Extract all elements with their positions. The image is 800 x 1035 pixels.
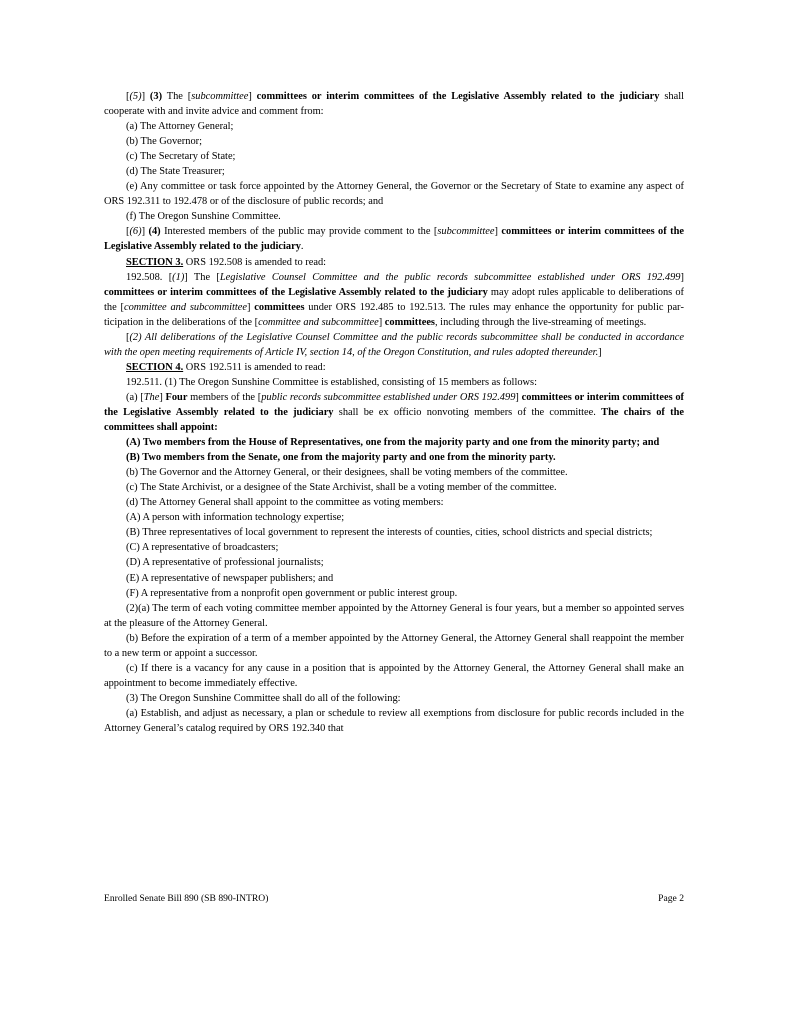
text-run: The [143,391,160,403]
paragraph [104,480,684,495]
text-run: [ [126,226,130,238]
text-run: committees [254,301,305,313]
text-run: Interested members of the public may provide comment to the [ [160,226,438,238]
text-run: ] [141,226,149,238]
text-run: (b) The Governor and the Attorney General, or their designees, shall be voting members of the committee. [126,467,568,479]
text-run: committees or interim committees of the Legislative Assembly related to the judiciary [104,226,684,253]
text-run: 192.511. (1) The Oregon Sunshine Committee is established, consisting of 15 members as follows: [126,376,537,388]
paragraph [104,631,684,661]
text-run: committee and subcommittee [258,316,379,328]
paragraph [104,571,684,586]
text-run: committees [384,316,435,328]
paragraph [104,270,684,330]
paragraph [104,224,684,254]
text-run: (f) The Oregon Sunshine Committee. [126,211,281,223]
paragraph [104,661,684,691]
text-run: (b) Before the expiration of a term of a member appointed by the Attorney General, the Attorney General shall reappoint the member to a new term or appoint a successor. [104,632,684,659]
paragraph [104,255,684,270]
paragraph [104,555,684,570]
text-run: ] [515,391,522,403]
text-run: (c) The State Archivist, or a designee of the State Archivist, shall be a voting member of the committee. [126,482,557,494]
paragraph [104,119,684,134]
text-run: (a) [ [126,391,144,403]
text-run: ] [248,91,257,102]
text-run: shall cooperate with and invite advice and comment from: [104,91,684,118]
text-run: public records subcommittee established under ORS 192.499 [261,391,516,403]
text-run: may adopt rules applicable to deliberations of the [ [104,286,684,313]
paragraph [104,149,684,164]
text-run: Legislative Counsel Committee and the public records subcommittee established under ORS 192.499 [219,271,681,283]
text-run: (a) The Attorney General; [126,121,234,133]
paragraph [104,360,684,375]
paragraph [104,495,684,510]
text-run: shall be ex officio nonvoting members of the committee. [333,406,602,418]
section-heading: SECTION 4. [126,361,184,373]
text-run: [ [126,91,130,102]
text-run: committee and subcommittee [123,301,248,313]
section-heading: SECTION 3. [126,256,184,268]
text-run: (2) All deliberations of the Legislative Counsel Committee and the public records subcommittee shall be conducted in accordance with the open meeting requirements of Article IV, section 14, of the Oregon Constitution, and rules adopted thereunder. [104,331,684,358]
page-footer [104,893,684,904]
paragraph [104,134,684,149]
text-run: , including through the live-streaming of meetings. [434,316,647,328]
text-run: 192.508. [ [126,271,173,283]
text-run: (F) A representative from a nonprofit open government or public interest group. [126,587,458,599]
text-run: ] [378,316,385,328]
text-run: ORS 192.511 is amended to read: [183,361,326,373]
text-run: committees or interim committees of the Legislative Assembly related to the judiciary [256,91,660,102]
text-run: (A) A person with information technology expertise; [126,512,345,524]
text-run: . [300,241,304,253]
text-run: (6) [129,226,142,238]
text-run: (B) Two members from the Senate, one from the majority party and one from the minority party. [126,452,556,464]
paragraph [104,209,684,224]
text-run: [ [126,331,130,343]
text-run: (D) A representative of professional journalists; [126,557,324,569]
text-run: ] [598,346,602,358]
paragraph [104,691,684,706]
text-run: (A) Two members from the House of Representatives, one from the majority party and one from the minority party; and [126,437,660,449]
paragraph [104,89,684,119]
text-run: (c) The Secretary of State; [126,151,236,163]
text-run: (d) The Attorney General shall appoint to the committee as voting members: [126,497,444,509]
text-run: ] [494,226,502,238]
text-run: (a) Establish, and adjust as necessary, a plan or schedule to review all exemptions from disclosure for public records included in the Attorney General’s catalog required by ORS 192.340 that [104,707,684,734]
text-run: subcommittee [191,91,249,102]
text-run: (e) Any committee or task force appointed by the Attorney General, the Governor or the Secretary of State to examine any aspect of ORS 192.311 to 192.478 or of the disclosure of public records; and [104,181,684,208]
paragraph [104,164,684,179]
text-run: subcommittee [437,226,495,238]
text-run: ] [159,391,166,403]
paragraph [104,525,684,540]
text-run: under ORS 192.485 to 192.513. The rules may enhance the opportunity for public participation in the deliberations of the [ [104,301,684,328]
text-run: ] The [ [184,271,220,283]
paragraph [104,450,684,465]
bill-body-text [104,89,684,736]
footer-page-number: Page 2 [658,893,684,904]
text-run: (3) The Oregon Sunshine Committee shall do all of the following: [126,692,401,704]
paragraph [104,706,684,736]
text-run: committees or interim committees of the Legislative Assembly related to the judiciary [104,286,488,298]
text-run: (E) A representative of newspaper publishers; and [126,572,334,584]
text-run: committees or interim committees of the Legislative Assembly related to the judiciary [104,391,684,418]
text-run: ] [141,91,150,102]
paragraph [104,510,684,525]
text-run: The [ [162,91,192,102]
text-run: (c) If there is a vacancy for any cause in a position that is appointed by the Attorney General, the Attorney General shall make an appointment to become immediately effective. [104,662,684,689]
paragraph [104,435,684,450]
paragraph [104,465,684,480]
text-run: ] [247,301,255,313]
paragraph [104,540,684,555]
text-run: (1) [172,271,185,283]
text-run: (b) The Governor; [126,136,202,148]
text-run: members of the [ [187,391,262,403]
text-run: (3) [149,91,163,102]
footer-bill-title: Enrolled Senate Bill 890 (SB 890-INTRO) [104,893,269,904]
paragraph [104,390,684,435]
text-run: ] [680,271,684,283]
text-run: (C) A representative of broadcasters; [126,542,279,554]
text-run: (2)(a) The term of each voting committee member appointed by the Attorney General is four years, but a member so appointed serves at the pleasure of the Attorney General. [104,602,684,629]
paragraph [104,601,684,631]
text-run: (4) [148,226,161,238]
text-run: The chairs of the committees shall appoint: [104,406,684,434]
paragraph [104,179,684,209]
paragraph [104,375,684,390]
text-run: (B) Three representatives of local government to represent the interests of counties, cities, school districts and special districts; [126,527,653,539]
text-run: (d) The State Treasurer; [126,166,225,178]
text-run: ORS 192.508 is amended to read: [183,256,327,268]
paragraph [104,586,684,601]
text-run: Four [165,391,188,403]
paragraph [104,330,684,360]
text-run: (5) [129,91,142,102]
